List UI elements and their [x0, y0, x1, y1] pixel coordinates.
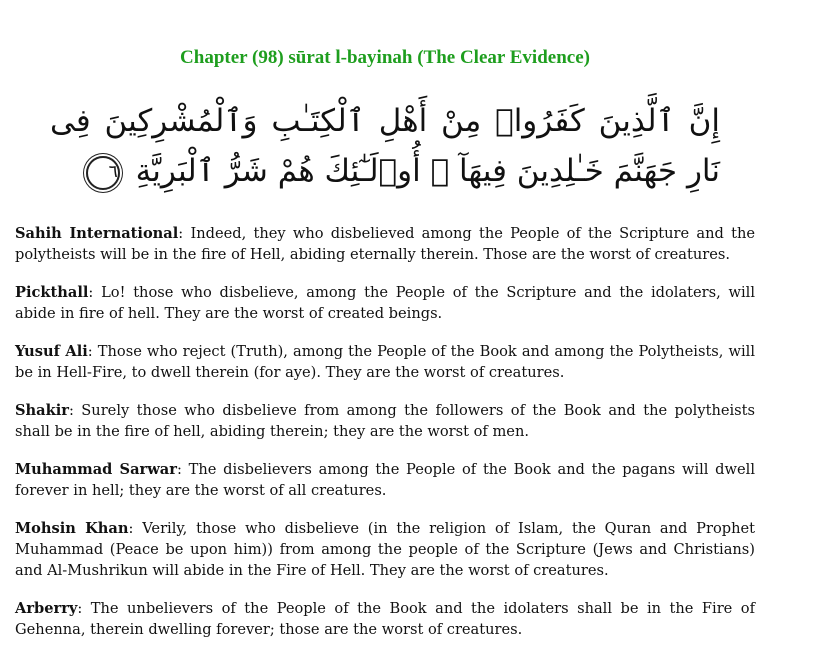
translation-yusuf-ali — [15, 341, 755, 383]
translation-text: : Indeed, they who disbelieved among the People of the Scripture and the polytheists will be in the fire of Hell, abiding eternally therein. Those are the worst of creatures. — [15, 225, 755, 263]
translator-name: Arberry — [15, 600, 78, 617]
translator-name: Muhammad Sarwar — [15, 461, 177, 478]
translation-text: : The unbelievers of the People of the Book and the idolaters shall be in the Fire of Gehenna, therein dwelling forever; those are the worst of creatures. — [15, 600, 755, 638]
translator-name: Sahih International — [15, 225, 179, 242]
translator-name: Yusuf Ali — [15, 343, 88, 360]
translation-text: : The disbelievers among the People of the Book and the pagans will dwell forever in hell; they are the worst of all creatures. — [15, 461, 755, 499]
translation-sahih-international — [15, 223, 755, 265]
translation-text: : Lo! those who disbelieve, among the People of the Scripture and the idolaters, will abide in fire of hell. They are the worst of created beings. — [15, 284, 755, 322]
translation-pickthall — [15, 282, 755, 324]
translator-name: Pickthall — [15, 284, 89, 301]
translator-name: Mohsin Khan — [15, 520, 129, 537]
translation-text: : Surely those who disbelieve from among the followers of the Book and the polytheists shall be in the fire of hell, abiding therein; they are the worst of men. — [15, 402, 755, 440]
chapter-title: Chapter (98) sūrat l-bayinah (The Clear Evidence) — [180, 47, 590, 68]
arabic-verse-text: إِنَّ ٱلَّذِينَ كَفَرُوا۟ مِنْ أَهْلِ ٱلْكِتَـٰبِ وَٱلْمُشْرِكِينَ فِى نَارِ جَهَنَّمَ خَـٰلِدِينَ فِيهَآ ۚ أُو۟لَـٰٓئِكَ هُمْ شَرُّ ٱلْبَرِيَّةِ — [50, 103, 720, 189]
translator-name: Shakir — [15, 402, 69, 419]
translation-text: : Verily, those who disbelieve (in the religion of Islam, the Quran and Prophet Muhammad (Peace be upon him)) from among the people of the Scripture (Jews and Christians) and Al-Mushrikun will abide in the Fire of Hell. They are the worst of creatures. — [15, 520, 755, 579]
translation-muhammad-sarwar — [15, 459, 755, 501]
translation-text: : Those who reject (Truth), among the People of the Book and among the Polytheists, will be in Hell-Fire, to dwell therein (for aye). They are the worst of creatures. — [15, 343, 755, 381]
arabic-verse — [50, 96, 720, 196]
translation-mohsin-khan — [15, 518, 755, 581]
ayah-number-marker: ٦ — [86, 156, 120, 190]
translation-shakir — [15, 400, 755, 442]
translations-list — [15, 223, 755, 657]
translation-arberry — [15, 598, 755, 640]
